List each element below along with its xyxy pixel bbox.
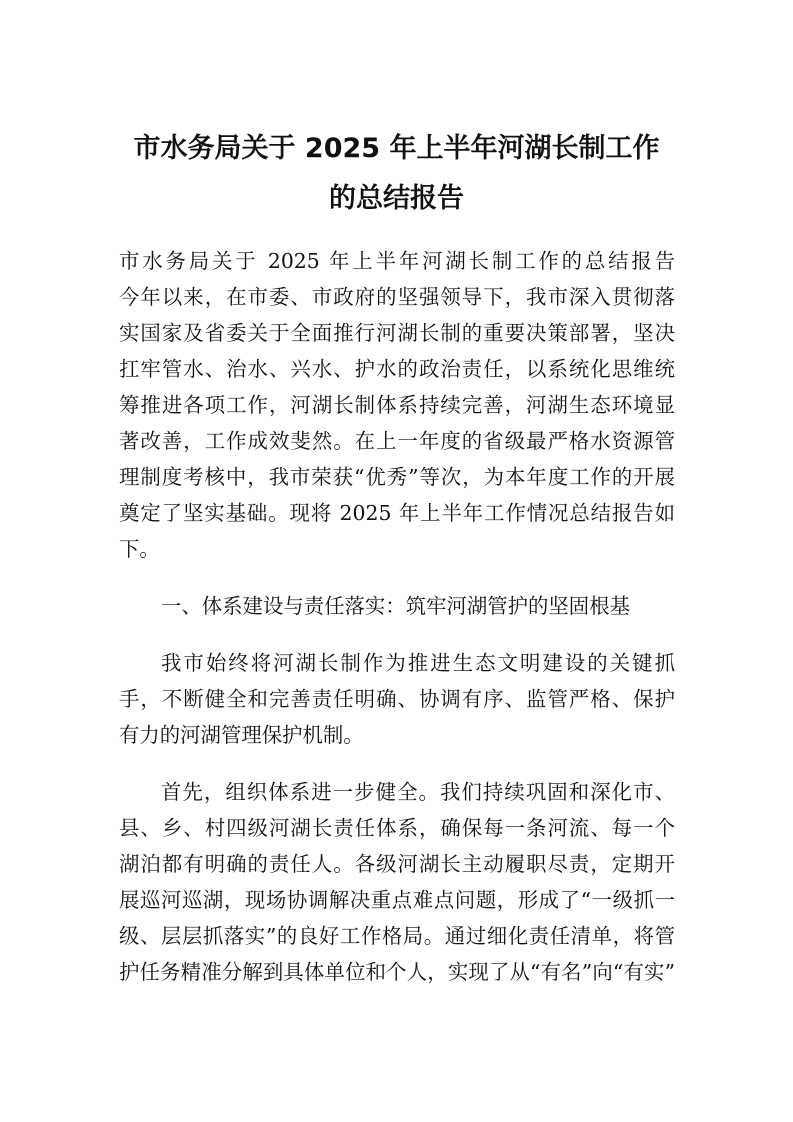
document-title-line-1: 市水务局关于 2025 年上半年河湖长制工作 <box>133 133 660 164</box>
body-line: 下。 <box>119 537 160 561</box>
section-heading: 一、体系建设与责任落实：筑牢河湖管护的坚固根基 <box>161 594 630 618</box>
body-line: 我市始终将河湖长制作为推进生态文明建设的关键抓 <box>161 651 675 675</box>
body-line: 湖泊都有明确的责任人。各级河湖长主动履职尽责，定期开 <box>119 852 675 876</box>
body-line: 筹推进各项工作，河湖长制体系持续完善，河湖生态环境显 <box>119 393 675 417</box>
body-line: 护任务精准分解到具体单位和个人，实现了从“有名”向“有实” <box>119 960 675 984</box>
body-line: 扛牢管水、治水、兴水、护水的政治责任，以系统化思维统 <box>119 357 675 381</box>
document-title-line-2: 的总结报告 <box>329 183 464 214</box>
body-line: 著改善，工作成效斐然。在上一年度的省级最严格水资源管 <box>119 429 675 453</box>
body-line: 今年以来，在市委、市政府的坚强领导下，我市深入贯彻落 <box>119 285 675 309</box>
body-line: 实国家及省委关于全面推行河湖长制的重要决策部署，坚决 <box>119 321 675 345</box>
body-line: 县、乡、村四级河湖长责任体系，确保每一条河流、每一个 <box>119 816 675 840</box>
body-line: 理制度考核中，我市荣获“优秀”等次，为本年度工作的开展 <box>119 465 675 489</box>
body-line: 奠定了坚实基础。现将 2025 年上半年工作情况总结报告如 <box>119 501 675 525</box>
body-line: 级、层层抓落实”的良好工作格局。通过细化责任清单，将管 <box>119 924 675 948</box>
body-line: 有力的河湖管理保护机制。 <box>119 723 364 747</box>
body-line: 首先，组织体系进一步健全。我们持续巩固和深化市、 <box>161 780 675 804</box>
body-line: 市水务局关于 2025 年上半年河湖长制工作的总结报告 <box>119 249 675 273</box>
body-line: 展巡河巡湖，现场协调解决重点难点问题，形成了“一级抓一 <box>119 888 675 912</box>
body-line: 手，不断健全和完善责任明确、协调有序、监管严格、保护 <box>119 687 675 711</box>
